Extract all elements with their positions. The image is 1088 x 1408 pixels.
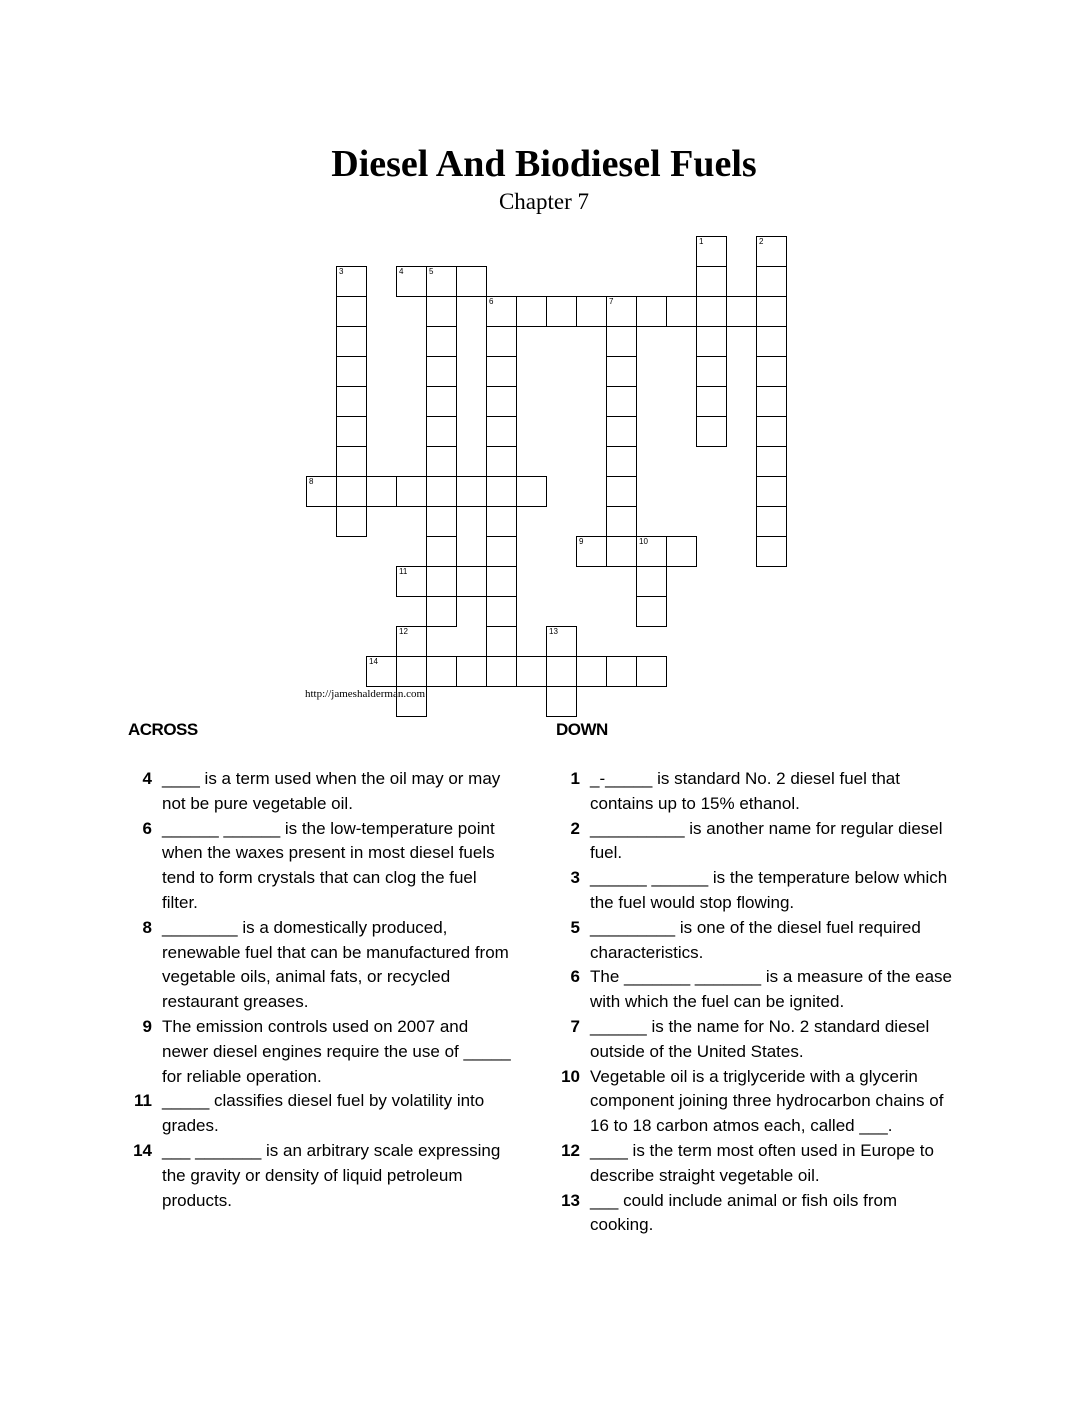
grid-cell[interactable] [456,476,487,507]
grid-cell[interactable] [756,356,787,387]
grid-cell[interactable] [486,476,517,507]
across-clue-list [122,767,512,1213]
grid-cell[interactable] [336,326,367,357]
cell-number: 11 [399,567,408,576]
clue-text: _________ is one of the diesel fuel required characteristics. [590,917,921,962]
cell-number: 9 [579,537,584,546]
clue-text: The emission controls used on 2007 and newer diesel engines require the use of _____ for reliable operation. [162,1016,511,1086]
clue-text: ___ _______ is an arbitrary scale expressing the gravity or density of liquid petroleum products. [162,1140,501,1210]
grid-cell[interactable] [726,296,757,327]
page-title: Diesel And Biodiesel Fuels [331,143,757,185]
source-url: http://jameshalderman.com [305,688,426,700]
grid-cell[interactable] [666,536,697,567]
down-heading: DOWN [556,720,608,739]
grid-cell[interactable] [486,326,517,357]
clue-text: __________ is another name for regular diesel fuel. [590,818,943,863]
across-heading: ACROSS [128,720,198,739]
down-clue [550,866,960,916]
grid-cell[interactable] [486,446,517,477]
grid-cell[interactable] [606,476,637,507]
grid-cell[interactable] [576,656,607,687]
clue-text: ______ is the name for No. 2 standard diesel outside of the United States. [590,1016,930,1061]
cell-number: 13 [549,627,558,636]
grid-cell[interactable] [486,506,517,537]
grid-cell[interactable] [486,566,517,597]
clue-number: 11 [134,1091,152,1111]
grid-cell[interactable] [366,476,397,507]
cell-number: 4 [399,267,404,276]
grid-cell[interactable] [426,416,457,447]
grid-cell[interactable] [636,296,667,327]
grid-cell[interactable] [426,656,457,687]
grid-cell[interactable] [426,506,457,537]
grid-cell[interactable] [456,656,487,687]
grid-cell[interactable] [696,416,727,447]
grid-cell[interactable] [696,356,727,387]
grid-cell[interactable] [756,236,787,267]
clue-text: _____ classifies diesel fuel by volatility into grades. [162,1091,485,1136]
grid-cell[interactable] [396,266,427,297]
clue-number: 6 [142,818,152,838]
grid-cell[interactable] [366,656,397,687]
grid-cell[interactable] [696,236,727,267]
grid-cell[interactable] [456,566,487,597]
grid-cell[interactable] [426,386,457,417]
cell-number: 7 [609,297,614,306]
across-clue [122,767,512,817]
grid-cell[interactable] [426,596,457,627]
grid-cell[interactable] [756,386,787,417]
grid-cell[interactable] [426,356,457,387]
grid-cell[interactable] [456,266,487,297]
cell-number: 8 [309,477,314,486]
grid-cell[interactable] [756,326,787,357]
clue-number: 4 [142,769,152,788]
grid-cell[interactable] [696,296,727,327]
clue-number: 1 [570,769,580,788]
grid-cell[interactable] [396,566,427,597]
grid-cell[interactable] [336,476,367,507]
grid-cell[interactable] [336,506,367,537]
grid-cell[interactable] [756,506,787,537]
across-clue [122,1089,512,1139]
clue-number: 9 [142,1016,152,1036]
grid-cell[interactable] [606,506,637,537]
clue-number: 5 [570,917,580,937]
down-clue [550,1015,960,1065]
grid-cell[interactable] [426,446,457,477]
grid-cell[interactable] [396,476,427,507]
clue-number: 2 [570,818,580,838]
grid-cell[interactable] [426,326,457,357]
clue-text: The _______ _______ is a measure of the ease with which the fuel can be ignited. [590,967,952,1012]
grid-cell[interactable] [636,656,667,687]
down-clue-list [550,767,960,1238]
down-clue [550,916,960,966]
clue-text: _-_____ is standard No. 2 diesel fuel that contains up to 15% ethanol. [590,769,900,813]
grid-cell[interactable] [516,476,547,507]
cell-number: 1 [699,237,704,246]
clue-number: 10 [561,1066,580,1086]
grid-cell[interactable] [756,266,787,297]
clue-number: 8 [142,917,152,937]
clue-number: 3 [570,868,580,888]
clue-text: ____ is a term used when the oil may or may not be pure vegetable oil. [162,769,501,813]
grid-cell[interactable] [606,416,637,447]
grid-cell[interactable] [546,296,577,327]
clue-number: 6 [570,967,580,987]
grid-cell[interactable] [606,656,637,687]
grid-cell[interactable] [636,596,667,627]
grid-cell[interactable] [486,356,517,387]
grid-cell[interactable] [576,296,607,327]
crossword-grid [0,0,1088,700]
grid-cell[interactable] [606,326,637,357]
clue-text: ______ ______ is the low-temperature point when the waxes present in most diesel fuels tend to form crystals that can clog the fuel filter. [162,818,495,912]
grid-cell[interactable] [546,656,577,687]
grid-cell[interactable] [636,536,667,567]
cell-number: 2 [759,237,764,246]
across-clue [122,817,512,916]
clue-number: 13 [561,1190,580,1210]
clue-number: 12 [561,1140,580,1160]
cell-number: 12 [399,627,408,636]
grid-cell[interactable] [486,296,517,327]
clue-text: ______ ______ is the temperature below which the fuel would stop flowing. [590,868,948,912]
clue-text: ____ is the term most often used in Europe to describe straight vegetable oil. [590,1140,934,1185]
grid-cell[interactable] [486,596,517,627]
down-clue [550,965,960,1015]
clue-text: ___ could include animal or fish oils from cooking. [590,1190,898,1235]
grid-cell[interactable] [396,626,427,657]
grid-cell[interactable] [486,416,517,447]
grid-cell[interactable] [336,296,367,327]
across-clue [122,1139,512,1213]
grid-cell[interactable] [516,296,547,327]
down-clue [550,1139,960,1189]
grid-cell[interactable] [576,536,607,567]
grid-cell[interactable] [606,296,637,327]
grid-cell[interactable] [426,296,457,327]
across-clue [122,1015,512,1089]
grid-cell[interactable] [606,446,637,477]
grid-cell[interactable] [696,266,727,297]
grid-cell[interactable] [606,536,637,567]
grid-cell[interactable] [546,686,577,717]
grid-cell[interactable] [486,656,517,687]
grid-cell[interactable] [306,476,337,507]
cell-number: 5 [429,267,434,276]
grid-cell[interactable] [756,536,787,567]
grid-cell[interactable] [486,386,517,417]
grid-cell[interactable] [336,356,367,387]
clue-number: 14 [133,1140,152,1160]
grid-cell[interactable] [666,296,697,327]
grid-cell[interactable] [756,296,787,327]
grid-cell[interactable] [486,626,517,657]
grid-cell[interactable] [606,386,637,417]
grid-cell[interactable] [336,386,367,417]
grid-cell[interactable] [426,566,457,597]
grid-cell[interactable] [696,386,727,417]
down-clue [550,817,960,867]
cell-number: 10 [639,537,648,546]
grid-cell[interactable] [696,326,727,357]
grid-cell[interactable] [636,566,667,597]
grid-cell[interactable] [336,266,367,297]
page-subtitle: Chapter 7 [498,189,590,214]
down-clue [550,767,960,817]
grid-cell[interactable] [516,656,547,687]
down-clue [550,1189,960,1239]
grid-cell[interactable] [546,626,577,657]
clue-text: ________ is a domestically produced, renewable fuel that can be manufactured from vegetable oils, animal fats, or recycled restaurant greases. [162,917,509,1012]
clue-text: Vegetable oil is a triglyceride with a glycerin component joining three hydrocarbon chains of 16 to 18 carbon atmos each, called ___. [590,1066,944,1136]
grid-cell[interactable] [606,356,637,387]
across-clue [122,916,512,1015]
cell-number: 6 [489,297,494,306]
down-clue [550,1065,960,1139]
grid-cell[interactable] [756,416,787,447]
grid-cell[interactable] [426,266,457,297]
cell-number: 14 [369,657,378,666]
grid-cell[interactable] [396,656,427,687]
grid-cell[interactable] [756,446,787,477]
grid-cell[interactable] [336,416,367,447]
cell-number: 3 [339,267,344,276]
clue-number: 7 [570,1016,580,1036]
grid-cell[interactable] [426,536,457,567]
grid-cell[interactable] [426,476,457,507]
grid-cell[interactable] [486,536,517,567]
grid-cell[interactable] [336,446,367,477]
grid-cell[interactable] [756,476,787,507]
